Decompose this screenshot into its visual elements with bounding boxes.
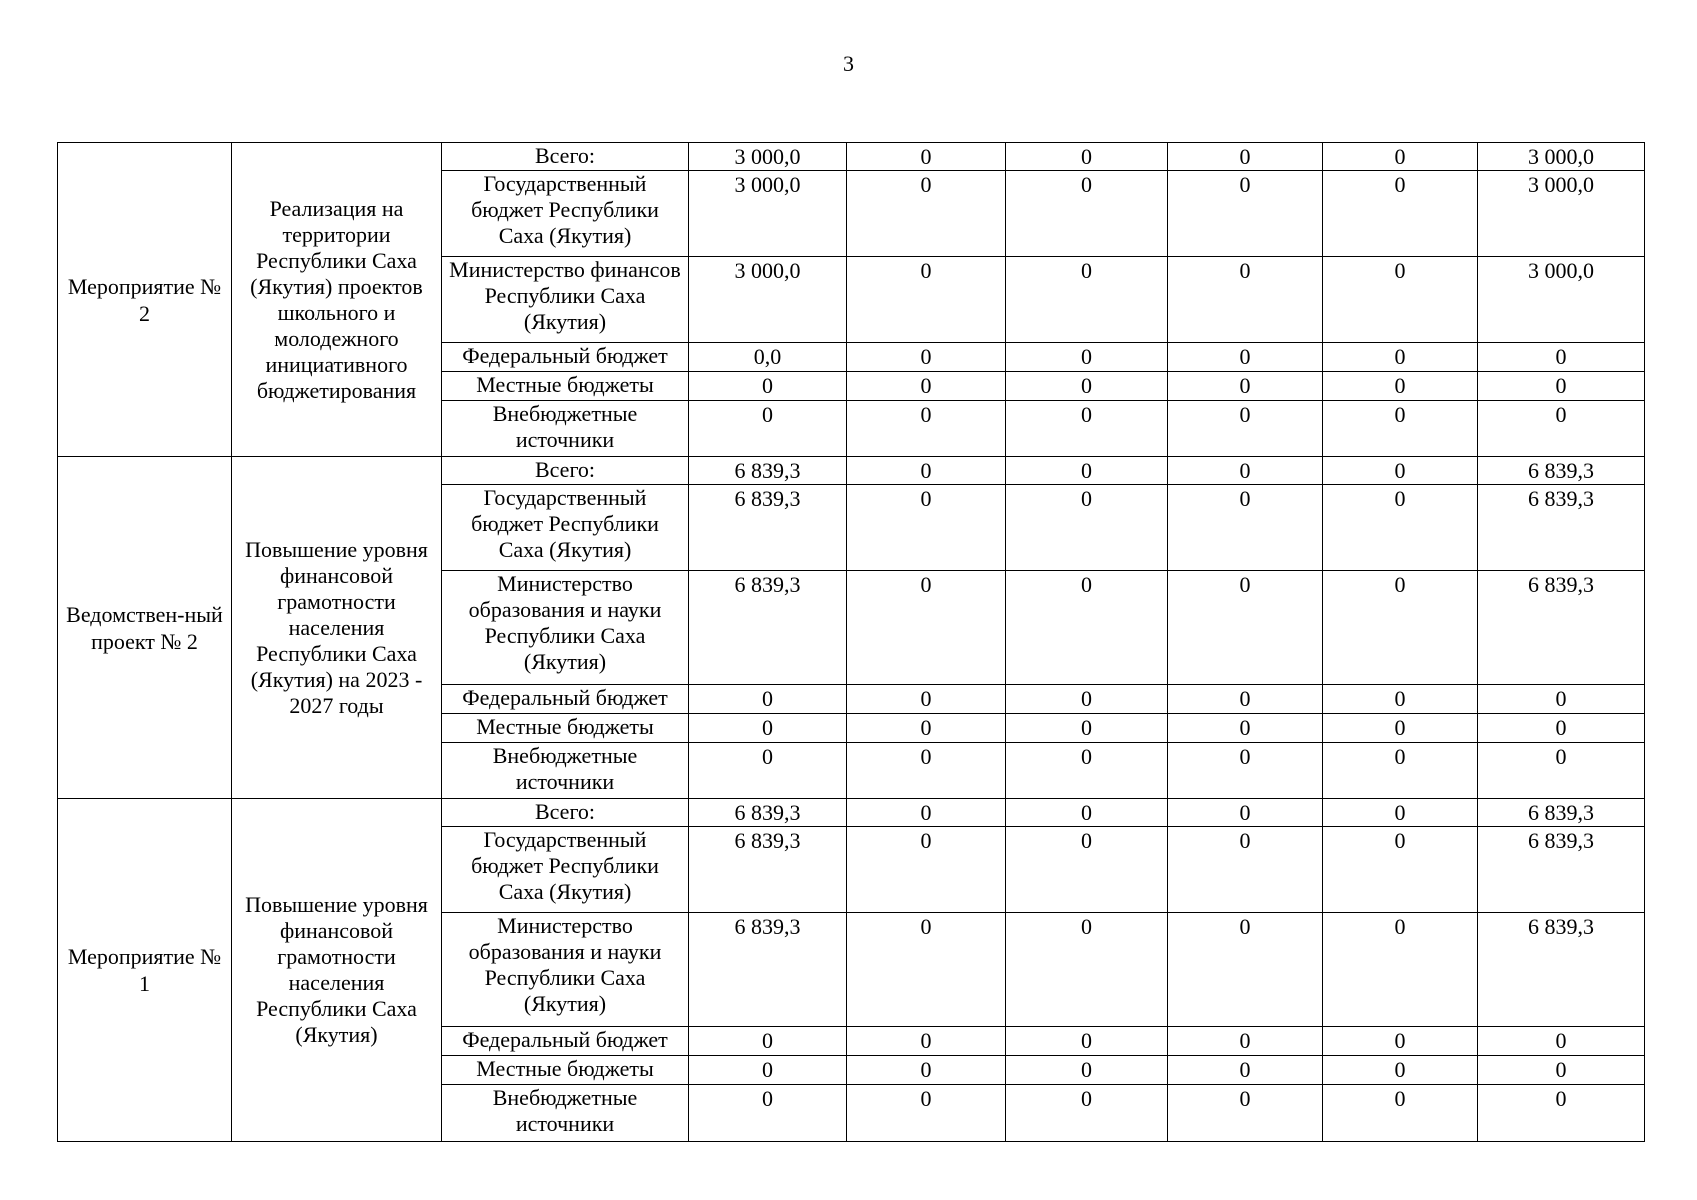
funding-source-cell: Государственный бюджет Республики Саха (Якутия)	[442, 827, 689, 913]
amount-cell: 0	[1168, 171, 1323, 257]
amount-cell: 0	[1006, 485, 1168, 571]
amount-cell: 0	[847, 401, 1006, 457]
funding-source-cell: Внебюджетные источники	[442, 743, 689, 799]
amount-cell: 0	[1323, 1085, 1478, 1142]
amount-cell: 0	[1323, 457, 1478, 485]
amount-cell: 3 000,0	[1478, 171, 1645, 257]
amount-cell: 0	[1168, 257, 1323, 343]
amount-cell: 0	[1168, 913, 1323, 1027]
amount-cell: 0	[1006, 571, 1168, 685]
amount-cell: 0	[1006, 685, 1168, 714]
amount-cell: 6 839,3	[1478, 571, 1645, 685]
amount-cell: 0	[847, 571, 1006, 685]
amount-cell: 0	[1168, 714, 1323, 743]
amount-cell: 0	[1168, 343, 1323, 372]
amount-cell: 6 839,3	[689, 827, 847, 913]
amount-cell: 0	[1006, 372, 1168, 401]
program-type-cell: Ведомствен-ный проект № 2	[58, 457, 232, 799]
funding-source-cell: Всего:	[442, 799, 689, 827]
amount-cell: 0	[1323, 1056, 1478, 1085]
amount-cell: 0	[847, 799, 1006, 827]
amount-cell: 0	[1006, 171, 1168, 257]
amount-cell: 0	[1168, 457, 1323, 485]
amount-cell: 0	[1323, 714, 1478, 743]
amount-cell: 6 839,3	[1478, 827, 1645, 913]
amount-cell: 0	[847, 171, 1006, 257]
amount-cell: 3 000,0	[689, 257, 847, 343]
program-name-cell: Повышение уровня финансовой грамотности населения Республики Саха (Якутия)	[232, 799, 442, 1142]
amount-cell: 0	[1006, 1027, 1168, 1056]
program-name-cell: Реализация на территории Республики Саха (Якутия) проектов школьного и молодежного инициативного бюджетирования	[232, 143, 442, 457]
amount-cell: 0	[1168, 1085, 1323, 1142]
amount-cell: 0	[847, 143, 1006, 171]
program-type-cell: Мероприятие № 2	[58, 143, 232, 457]
amount-cell: 0	[1323, 143, 1478, 171]
amount-cell: 0	[847, 743, 1006, 799]
amount-cell: 0	[847, 685, 1006, 714]
funding-source-cell: Внебюджетные источники	[442, 1085, 689, 1142]
amount-cell: 0	[1323, 401, 1478, 457]
funding-source-cell: Внебюджетные источники	[442, 401, 689, 457]
amount-cell: 6 839,3	[1478, 913, 1645, 1027]
amount-cell: 0	[1323, 913, 1478, 1027]
amount-cell: 6 839,3	[689, 457, 847, 485]
amount-cell: 0	[1006, 827, 1168, 913]
funding-source-cell: Местные бюджеты	[442, 714, 689, 743]
amount-cell: 0	[847, 343, 1006, 372]
amount-cell: 0	[689, 743, 847, 799]
amount-cell: 0	[1478, 1085, 1645, 1142]
amount-cell: 0	[1168, 485, 1323, 571]
amount-cell: 6 839,3	[1478, 799, 1645, 827]
funding-source-cell: Федеральный бюджет	[442, 685, 689, 714]
amount-cell: 0	[1006, 913, 1168, 1027]
program-name-cell: Повышение уровня финансовой грамотности населения Республики Саха (Якутия) на 2023 - 2027 годы	[232, 457, 442, 799]
amount-cell: 0	[689, 401, 847, 457]
amount-cell: 0	[1323, 485, 1478, 571]
amount-cell: 0	[1168, 372, 1323, 401]
amount-cell: 6 839,3	[1478, 485, 1645, 571]
page-number: 3	[843, 51, 854, 76]
amount-cell: 0	[847, 457, 1006, 485]
amount-cell: 0	[847, 485, 1006, 571]
funding-source-cell: Министерство образования и науки Республики Саха (Якутия)	[442, 571, 689, 685]
amount-cell: 0,0	[689, 343, 847, 372]
amount-cell: 0	[1006, 143, 1168, 171]
funding-source-cell: Местные бюджеты	[442, 372, 689, 401]
amount-cell: 0	[1168, 743, 1323, 799]
amount-cell: 3 000,0	[1478, 257, 1645, 343]
funding-source-cell: Государственный бюджет Республики Саха (Якутия)	[442, 171, 689, 257]
budget-table	[57, 142, 1645, 1142]
table-row	[58, 457, 1645, 485]
amount-cell: 0	[1478, 685, 1645, 714]
amount-cell: 0	[689, 372, 847, 401]
amount-cell: 0	[1323, 343, 1478, 372]
amount-cell: 6 839,3	[689, 571, 847, 685]
amount-cell: 0	[1323, 571, 1478, 685]
amount-cell: 0	[1323, 257, 1478, 343]
funding-source-cell: Министерство образования и науки Республики Саха (Якутия)	[442, 913, 689, 1027]
amount-cell: 0	[847, 257, 1006, 343]
amount-cell: 0	[689, 685, 847, 714]
amount-cell: 0	[847, 372, 1006, 401]
amount-cell: 0	[1006, 343, 1168, 372]
funding-source-cell: Всего:	[442, 143, 689, 171]
amount-cell: 0	[1168, 1056, 1323, 1085]
amount-cell: 0	[1168, 143, 1323, 171]
amount-cell: 0	[1323, 685, 1478, 714]
amount-cell: 0	[1478, 1027, 1645, 1056]
amount-cell: 3 000,0	[689, 171, 847, 257]
budget-table-body	[58, 143, 1645, 1142]
amount-cell: 6 839,3	[689, 913, 847, 1027]
amount-cell: 0	[1006, 799, 1168, 827]
amount-cell: 0	[847, 1027, 1006, 1056]
amount-cell: 0	[1006, 1085, 1168, 1142]
amount-cell: 0	[689, 1085, 847, 1142]
amount-cell: 0	[1006, 401, 1168, 457]
amount-cell: 0	[689, 1027, 847, 1056]
amount-cell: 0	[1323, 1027, 1478, 1056]
amount-cell: 0	[847, 1085, 1006, 1142]
amount-cell: 0	[1006, 1056, 1168, 1085]
amount-cell: 0	[1323, 827, 1478, 913]
amount-cell: 6 839,3	[689, 485, 847, 571]
amount-cell: 0	[689, 1056, 847, 1085]
amount-cell: 0	[847, 714, 1006, 743]
amount-cell: 6 839,3	[1478, 457, 1645, 485]
amount-cell: 0	[1168, 827, 1323, 913]
amount-cell: 0	[1478, 401, 1645, 457]
amount-cell: 0	[1168, 685, 1323, 714]
amount-cell: 0	[1478, 372, 1645, 401]
funding-source-cell: Государственный бюджет Республики Саха (Якутия)	[442, 485, 689, 571]
amount-cell: 0	[847, 1056, 1006, 1085]
amount-cell: 0	[1168, 401, 1323, 457]
amount-cell: 0	[1006, 743, 1168, 799]
amount-cell: 0	[1168, 571, 1323, 685]
table-row	[58, 143, 1645, 171]
funding-source-cell: Федеральный бюджет	[442, 343, 689, 372]
amount-cell: 0	[1323, 171, 1478, 257]
amount-cell: 0	[1478, 343, 1645, 372]
amount-cell: 0	[1478, 1056, 1645, 1085]
funding-source-cell: Министерство финансов Республики Саха (Якутия)	[442, 257, 689, 343]
program-type-cell: Мероприятие № 1	[58, 799, 232, 1142]
amount-cell: 0	[1006, 457, 1168, 485]
table-row	[58, 799, 1645, 827]
amount-cell: 0	[1478, 743, 1645, 799]
amount-cell: 0	[1168, 1027, 1323, 1056]
amount-cell: 3 000,0	[689, 143, 847, 171]
funding-source-cell: Всего:	[442, 457, 689, 485]
amount-cell: 0	[1006, 257, 1168, 343]
funding-source-cell: Местные бюджеты	[442, 1056, 689, 1085]
funding-source-cell: Федеральный бюджет	[442, 1027, 689, 1056]
amount-cell: 0	[847, 913, 1006, 1027]
amount-cell: 0	[1323, 372, 1478, 401]
amount-cell: 0	[689, 714, 847, 743]
amount-cell: 3 000,0	[1478, 143, 1645, 171]
amount-cell: 0	[1478, 714, 1645, 743]
amount-cell: 0	[1006, 714, 1168, 743]
amount-cell: 0	[1323, 799, 1478, 827]
amount-cell: 0	[1323, 743, 1478, 799]
amount-cell: 0	[847, 827, 1006, 913]
amount-cell: 6 839,3	[689, 799, 847, 827]
amount-cell: 0	[1168, 799, 1323, 827]
